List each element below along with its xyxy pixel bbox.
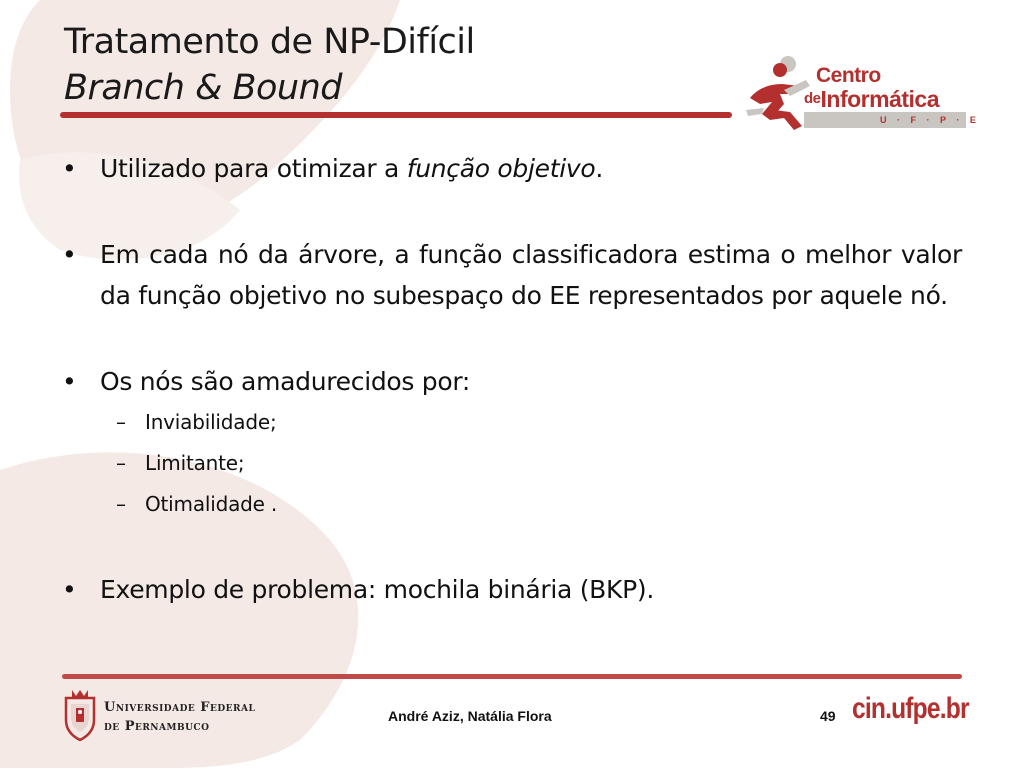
bullet-text: Em cada nó da árvore, a função classificadora estima o melhor valor da função objetivo no subespaço do EE representados por aquele nó.	[100, 240, 962, 310]
title-underline	[60, 112, 732, 118]
footer-rule	[62, 674, 962, 679]
sub-bullet-marker: –	[116, 492, 126, 516]
bullet-item	[60, 148, 962, 189]
title-subtitle: Branch & Bound	[64, 68, 343, 108]
sub-bullet-marker: –	[116, 451, 126, 475]
bullet-text: Exemplo de problema: mochila binária (BKP).	[100, 575, 654, 604]
slide-body	[60, 148, 962, 610]
sub-bullet-text: Limitante;	[145, 451, 245, 475]
sub-bullet-text: Inviabilidade;	[145, 410, 277, 434]
title-main: Tratamento de NP-Difícil	[64, 22, 475, 62]
sub-bullet-item	[60, 443, 962, 484]
ufpe-logo	[62, 688, 262, 744]
slide-title	[64, 20, 744, 112]
ufpe-name-line1: Universidade Federal	[104, 700, 256, 715]
site-logo-text: cin.ufpe.br	[852, 692, 969, 725]
de-label: de	[804, 90, 821, 107]
bullet-item	[60, 569, 962, 610]
bullet-text: Os nós são amadurecidos por:	[100, 367, 471, 396]
ufpe-crest-icon	[62, 688, 98, 742]
bullet-emphasis: função objetivo	[406, 154, 596, 183]
bullet-marker: •	[62, 154, 77, 183]
sub-bullet-text: Otimalidade .	[145, 492, 278, 516]
sub-bullet-item	[60, 402, 962, 443]
bullet-item	[60, 361, 962, 402]
bullet-text-end: .	[595, 154, 603, 183]
centro-label: Centro	[816, 64, 881, 87]
sub-bullet-item	[60, 484, 962, 525]
sub-bullet-marker: –	[116, 410, 126, 434]
centro-informatica-logo	[744, 50, 980, 132]
page-number: 49	[820, 708, 836, 724]
ufpe-name	[104, 698, 255, 736]
bullet-marker: •	[62, 240, 77, 269]
bullet-marker: •	[62, 367, 77, 396]
informatica-word: Informática	[820, 86, 939, 112]
bullet-marker: •	[62, 575, 77, 604]
informatica-label	[804, 86, 939, 113]
footer-authors: André Aziz, Natália Flora	[388, 708, 552, 724]
ufpe-initials: U · F · P · E	[880, 115, 980, 125]
ufpe-name-line2: de Pernambuco	[104, 719, 210, 734]
bullet-item	[60, 234, 962, 316]
bullet-text: Utilizado para otimizar a	[100, 154, 407, 183]
